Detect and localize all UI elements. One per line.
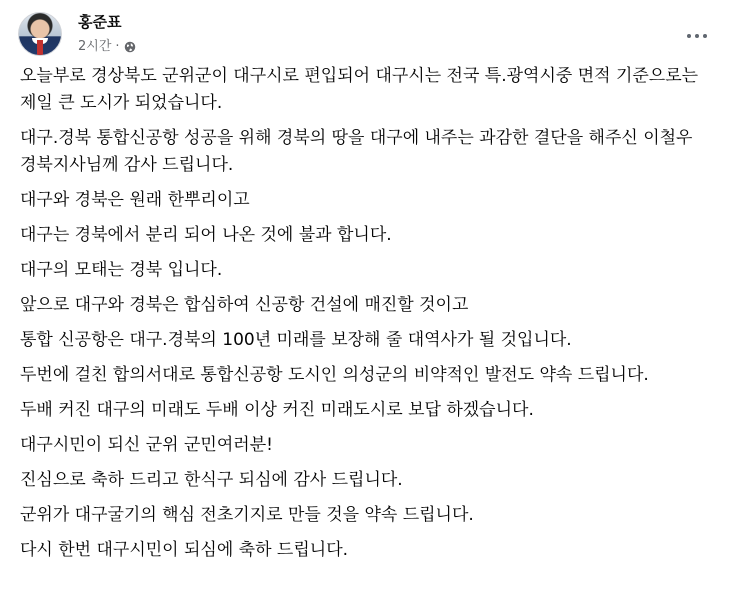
avatar-tie bbox=[37, 40, 43, 55]
post-header bbox=[18, 12, 723, 60]
post-paragraph: 진심으로 축하 드리고 한식구 되심에 감사 드립니다. bbox=[20, 470, 403, 490]
more-dot bbox=[703, 34, 707, 38]
post-paragraph: 대구의 모태는 경북 입니다. bbox=[20, 260, 223, 280]
post-content bbox=[20, 63, 720, 572]
post-paragraph: 두번에 걸친 합의서대로 통합신공항 도시인 의성군의 비약적인 발전도 약속 드립니다. bbox=[20, 365, 649, 385]
post-paragraph: 군위가 대구굴기의 핵심 전초기지로 만들 것을 약속 드립니다. bbox=[20, 505, 474, 525]
more-options-button[interactable] bbox=[679, 22, 715, 50]
more-dot bbox=[687, 34, 691, 38]
author-name[interactable]: 홍준표 bbox=[78, 13, 122, 31]
meta-separator: · bbox=[115, 39, 120, 54]
post-paragraph: 대구와 경북은 원래 한뿌리이고 bbox=[20, 190, 250, 210]
post-meta bbox=[78, 38, 136, 56]
globe-icon[interactable] bbox=[124, 41, 136, 53]
post-paragraph: 대구는 경북에서 분리 되어 나온 것에 불과 합니다. bbox=[20, 225, 392, 245]
post-paragraph: 통합 신공항은 대구.경북의 100년 미래를 보장해 줄 대역사가 될 것입니다. bbox=[20, 330, 572, 350]
avatar[interactable] bbox=[18, 12, 62, 56]
post-paragraph: 오늘부로 경상북도 군위군이 대구시로 편입되어 대구시는 전국 특.광역시중 면적 기준으로는 제일 큰 도시가 되었습니다. bbox=[20, 66, 699, 113]
post-paragraph: 앞으로 대구와 경북은 합심하여 신공항 건설에 매진할 것이고 bbox=[20, 295, 469, 315]
post-paragraph: 다시 한번 대구시민이 되심에 축하 드립니다. bbox=[20, 540, 349, 560]
post-paragraph: 두배 커진 대구의 미래도 두배 이상 커진 미래도시로 보답 하겠습니다. bbox=[20, 400, 534, 420]
post-paragraph: 대구시민이 되신 군위 군민여러분! bbox=[20, 435, 273, 455]
more-dot bbox=[695, 34, 699, 38]
post-time[interactable]: 2시간 bbox=[78, 39, 112, 54]
post-paragraph: 대구.경북 통합신공항 성공을 위해 경북의 땅을 대구에 내주는 과감한 결단을 해주신 이철우 경북지사님께 감사 드립니다. bbox=[20, 128, 693, 175]
